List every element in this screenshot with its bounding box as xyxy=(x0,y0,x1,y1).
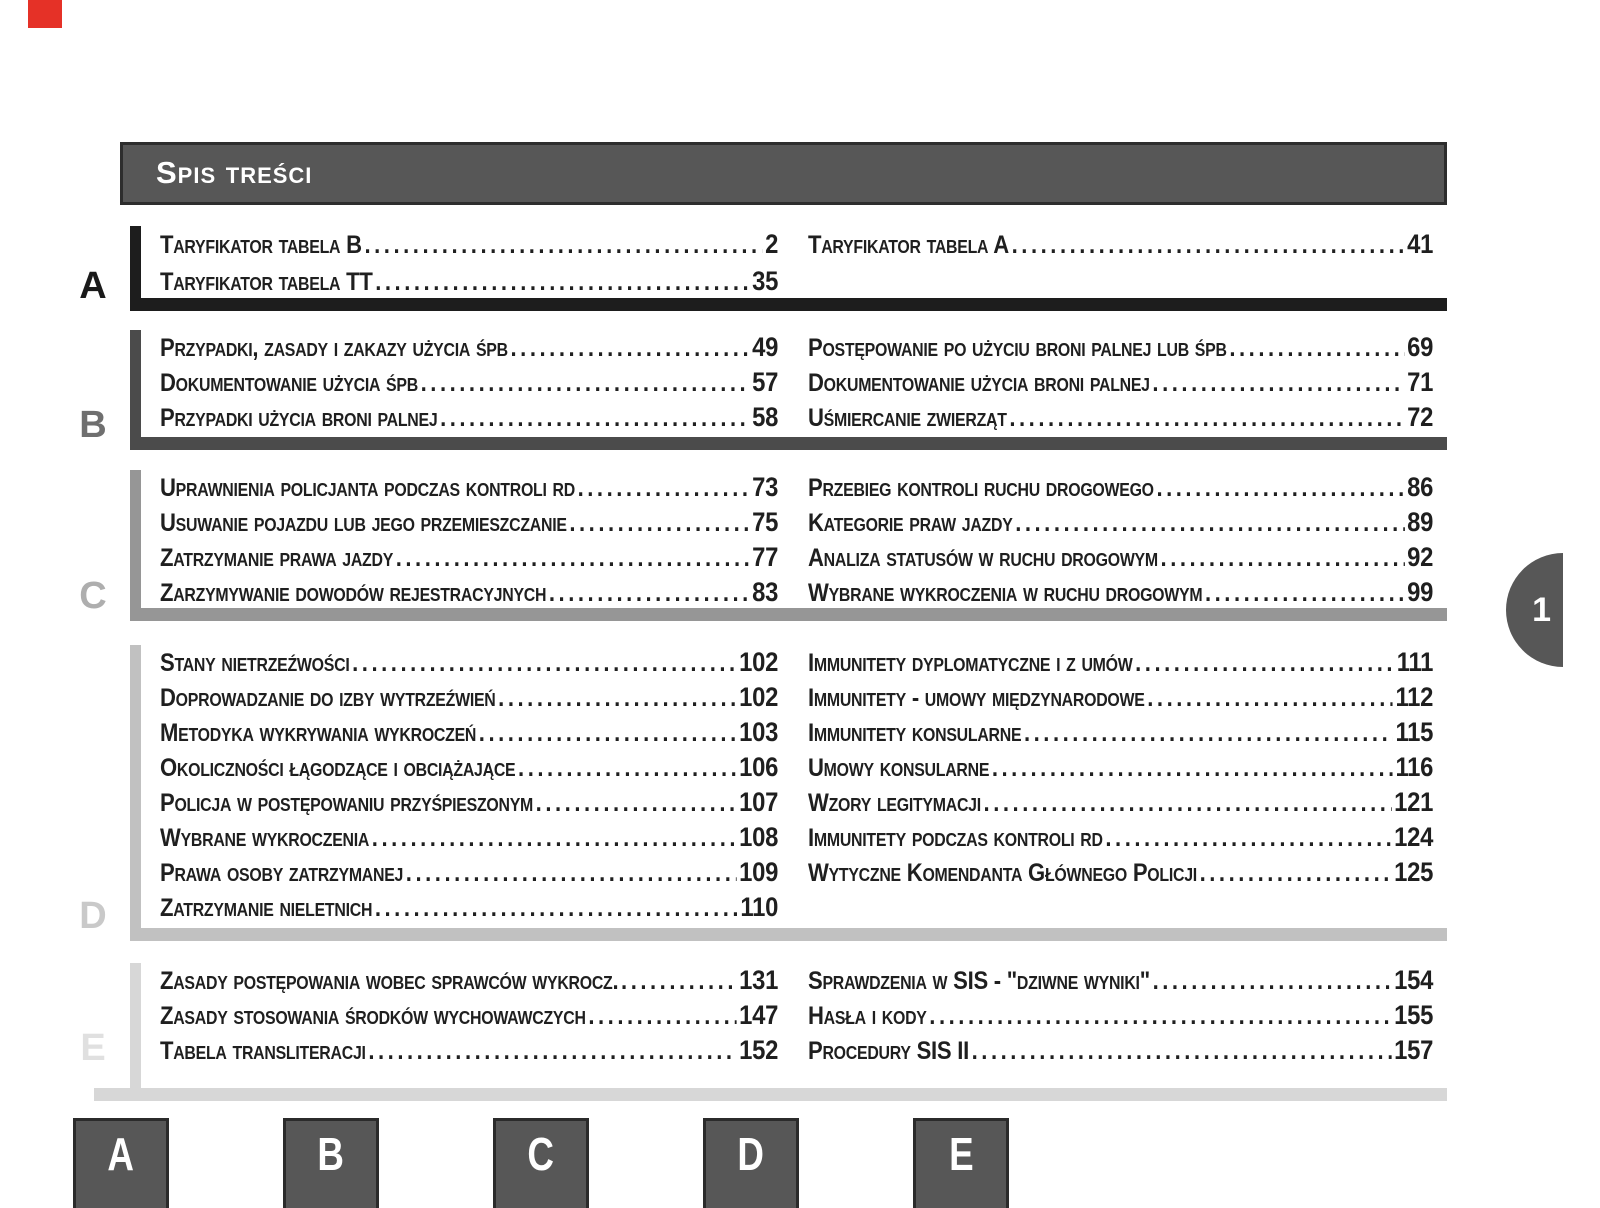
toc-entry-page: 147 xyxy=(739,1000,779,1030)
dot-leader xyxy=(479,716,737,751)
toc-entry[interactable] xyxy=(808,400,1433,435)
toc-entry[interactable] xyxy=(160,1033,778,1068)
dot-leader xyxy=(518,751,736,786)
dot-leader xyxy=(1105,821,1391,856)
toc-entry[interactable] xyxy=(808,855,1433,890)
toc-entry[interactable] xyxy=(160,750,778,785)
dot-leader xyxy=(1015,506,1404,541)
toc-entry-page: 155 xyxy=(1394,1000,1434,1030)
section-left-bar xyxy=(130,963,141,1101)
dot-leader xyxy=(992,751,1393,786)
dot-leader xyxy=(1161,541,1405,576)
dot-leader xyxy=(1024,716,1393,751)
toc-entry-label: Wzory legitymacji xyxy=(808,789,981,817)
toc-section-c xyxy=(79,470,1447,621)
toc-entry-page: 77 xyxy=(752,542,779,572)
toc-entry[interactable] xyxy=(160,226,778,263)
toc-entry-label: Zatrzymanie prawa jazdy xyxy=(160,544,394,572)
bottom-tab-label: E xyxy=(948,1128,974,1180)
section-left-bar xyxy=(130,645,141,941)
toc-entry-label: Taryfikator tabela A xyxy=(808,231,1009,259)
toc-header-bar xyxy=(120,142,1447,205)
toc-column-right xyxy=(808,963,1433,1068)
toc-entry-label: Prawa osoby zatrzymanej xyxy=(160,859,404,887)
bottom-tab-label: B xyxy=(317,1128,345,1180)
section-letter-c: C xyxy=(79,575,107,617)
toc-entry-label: Przypadki, zasady i zakazy użycia śpb xyxy=(160,334,508,362)
toc-entry-label: Immunitety dyplomatyczne i z umów xyxy=(808,649,1133,677)
toc-entry-label: Immunitety konsularne xyxy=(808,719,1022,747)
toc-entry[interactable] xyxy=(808,820,1433,855)
dot-leader xyxy=(440,401,749,436)
bottom-tab-label: C xyxy=(527,1128,555,1180)
toc-section-d xyxy=(79,645,1447,941)
toc-entry-page: 35 xyxy=(752,266,779,296)
bottom-tab-b[interactable] xyxy=(283,1118,379,1208)
toc-entry-label: Przypadki użycia broni palnej xyxy=(160,404,438,432)
toc-entry[interactable] xyxy=(160,820,778,855)
bottom-tab-e[interactable] xyxy=(913,1118,1009,1208)
page-edge-tab[interactable] xyxy=(1506,553,1563,667)
dot-leader xyxy=(352,646,736,681)
toc-entry[interactable] xyxy=(808,330,1433,365)
toc-entry-page: 111 xyxy=(1396,647,1434,677)
bottom-tab-label: A xyxy=(107,1128,135,1180)
toc-entry-label: Umowy konsularne xyxy=(808,754,990,782)
toc-entry-label: Zasady stosowania środków wychowawczych xyxy=(160,1002,586,1030)
toc-entry-page: 108 xyxy=(739,822,779,852)
toc-entry-page: 116 xyxy=(1395,752,1434,782)
toc-entry-label: Immunitety podczas kontroli rd xyxy=(808,824,1103,852)
toc-entry-page: 124 xyxy=(1394,822,1434,852)
bottom-tab-a[interactable] xyxy=(73,1118,169,1208)
toc-entry-page: 2 xyxy=(765,229,779,259)
toc-entry-label: Metodyka wykrywania wykroczeń xyxy=(160,719,477,747)
toc-section-a xyxy=(79,226,1447,311)
toc-entry-page: 112 xyxy=(1395,682,1434,712)
toc-entry-page: 102 xyxy=(739,647,779,677)
toc-entry-label: Okoliczności łągodzące i obciążające xyxy=(160,754,516,782)
dot-leader xyxy=(1009,401,1404,436)
section-letter-b: B xyxy=(79,404,107,446)
toc-entry-page: 83 xyxy=(752,577,779,607)
toc-entry-label: Stany nietrzeźwości xyxy=(160,649,350,677)
dot-leader xyxy=(578,471,750,506)
toc-entry-label: Tabela transliteracji xyxy=(160,1037,366,1065)
dot-leader xyxy=(1200,856,1392,891)
toc-entry[interactable] xyxy=(160,785,778,820)
toc-entry[interactable] xyxy=(808,575,1433,610)
toc-entry[interactable] xyxy=(808,226,1433,263)
toc-entry-page: 157 xyxy=(1394,1035,1434,1065)
toc-entry-page: 103 xyxy=(739,717,779,747)
toc-entry-label: Taryfikator tabela TT xyxy=(160,268,373,296)
toc-entry-page: 71 xyxy=(1407,367,1434,397)
dot-leader xyxy=(929,999,1391,1034)
toc-entry[interactable] xyxy=(808,998,1433,1033)
toc-entry[interactable] xyxy=(808,963,1433,998)
toc-entry-label: Dokumentowanie użycia śpb xyxy=(160,369,418,397)
dot-leader xyxy=(536,786,737,821)
toc-column-right xyxy=(808,470,1433,610)
dot-leader xyxy=(498,681,736,716)
toc-entry-label: Wybrane wykroczenia xyxy=(160,824,370,852)
toc-entry[interactable] xyxy=(160,963,778,998)
toc-entry-page: 152 xyxy=(739,1035,779,1065)
toc-entry-page: 102 xyxy=(739,682,779,712)
toc-column-left xyxy=(160,645,778,925)
toc-entry-page: 89 xyxy=(1407,507,1434,537)
dot-leader xyxy=(1135,646,1394,681)
toc-entry-label: Sprawdzenia w SIS - "dziwne wyniki" xyxy=(808,967,1150,995)
toc-entry-page: 86 xyxy=(1407,472,1434,502)
toc-entry-page: 73 xyxy=(752,472,779,502)
toc-entry-page: 154 xyxy=(1394,965,1434,995)
toc-entry[interactable] xyxy=(808,715,1433,750)
toc-entry-page: 131 xyxy=(739,965,779,995)
toc-column-left xyxy=(160,470,778,610)
bottom-tab-c[interactable] xyxy=(493,1118,589,1208)
section-left-bar xyxy=(130,470,141,621)
red-corner-mark xyxy=(28,0,62,28)
toc-entry[interactable] xyxy=(160,715,778,750)
toc-entry[interactable] xyxy=(808,470,1433,505)
toc-entry[interactable] xyxy=(808,750,1433,785)
toc-entry-label: Uprawnienia policjanta podczas kontroli rd xyxy=(160,474,575,502)
toc-entry[interactable] xyxy=(160,998,778,1033)
toc-entry[interactable] xyxy=(160,470,778,505)
toc-entry-label: Usuwanie pojazdu lub jego przemieszczanie xyxy=(160,509,567,537)
toc-entry-label: Doprowadzanie do izby wytrzeźwień xyxy=(160,684,496,712)
dot-leader xyxy=(510,331,749,366)
toc-entry-page: 57 xyxy=(752,367,779,397)
dot-leader xyxy=(588,999,736,1034)
toc-entry[interactable] xyxy=(808,645,1433,680)
toc-entry[interactable] xyxy=(160,365,778,400)
dot-leader xyxy=(569,506,749,541)
dot-leader xyxy=(372,821,737,856)
dot-leader xyxy=(406,856,737,891)
toc-entry-page: 125 xyxy=(1394,857,1434,887)
toc-entry[interactable] xyxy=(160,855,778,890)
toc-column-left xyxy=(160,330,778,435)
dot-leader xyxy=(421,366,750,401)
toc-entry-label: Wytyczne Komendanta Głównego Policji xyxy=(808,859,1197,887)
section-bottom-bar xyxy=(130,437,1447,450)
toc-entry-label: Kategorie praw jazdy xyxy=(808,509,1013,537)
toc-entry-label: Przebieg kontroli ruchu drogowego xyxy=(808,474,1154,502)
toc-entry[interactable] xyxy=(160,330,778,365)
toc-entry-page: 49 xyxy=(752,332,779,362)
toc-entry[interactable] xyxy=(160,680,778,715)
toc-entry-label: Postępowanie po użyciu broni palnej lub śpb xyxy=(808,334,1227,362)
toc-entry-label: Taryfikator tabela B xyxy=(160,231,362,259)
toc-entry-label: Procedury SIS II xyxy=(808,1037,969,1065)
toc-entry-page: 72 xyxy=(1407,402,1434,432)
dot-leader xyxy=(364,227,762,264)
toc-section-e xyxy=(80,963,1447,1101)
toc-column-right xyxy=(808,645,1433,890)
dot-leader xyxy=(1156,471,1404,506)
section-bottom-bar xyxy=(94,1088,1447,1101)
toc-entry-page: 115 xyxy=(1395,717,1434,747)
toc-entry-label: Wybrane wykroczenia w ruchu drogowym xyxy=(808,579,1203,607)
toc-entry[interactable] xyxy=(808,505,1433,540)
toc-entry-label: Dokumentowanie użycia broni palnej xyxy=(808,369,1150,397)
section-letter-a: A xyxy=(79,265,107,307)
toc-entry[interactable] xyxy=(808,680,1433,715)
dot-leader xyxy=(972,1034,1392,1069)
toc-entry-label: Uśmiercanie zwierząt xyxy=(808,404,1007,432)
page-title: Spis treści xyxy=(156,155,313,190)
toc-entry-label: Zarzymywanie dowodów rejestracyjnych xyxy=(160,579,547,607)
dot-leader xyxy=(1152,366,1404,401)
dot-leader xyxy=(1012,227,1405,264)
dot-leader xyxy=(368,1034,736,1069)
toc-entry[interactable] xyxy=(808,365,1433,400)
toc-entry[interactable] xyxy=(160,505,778,540)
toc-entry[interactable] xyxy=(160,890,778,925)
toc-entry-label: Policja w postępowaniu przyśpieszonym xyxy=(160,789,534,817)
toc-entry-page: 107 xyxy=(739,787,779,817)
dot-leader xyxy=(549,576,750,611)
toc-entry-page: 92 xyxy=(1407,542,1434,572)
toc-entry[interactable] xyxy=(808,1033,1433,1068)
dot-leader xyxy=(1205,576,1405,611)
bottom-tab-d[interactable] xyxy=(703,1118,799,1208)
toc-entry-page: 41 xyxy=(1407,229,1434,259)
toc-entry-label: Zasady postępowania wobec sprawców wykrocz. xyxy=(160,967,619,995)
toc-column-right xyxy=(808,330,1433,435)
section-letter-d: D xyxy=(79,895,107,937)
dot-leader xyxy=(984,786,1392,821)
toc-entry[interactable] xyxy=(160,645,778,680)
toc-column-left xyxy=(160,226,778,300)
dot-leader xyxy=(375,264,749,301)
section-left-bar xyxy=(130,330,141,450)
toc-entry-page: 110 xyxy=(740,892,779,922)
toc-column-left xyxy=(160,963,778,1068)
dot-leader xyxy=(1147,681,1393,716)
dot-leader xyxy=(375,891,738,926)
toc-entry-label: Hasła i kody xyxy=(808,1002,927,1030)
toc-entry-label: Analiza statusów w ruchu drogowym xyxy=(808,544,1158,572)
toc-entry[interactable] xyxy=(160,575,778,610)
dot-leader xyxy=(1229,331,1404,366)
dot-leader xyxy=(1153,964,1392,999)
toc-entry[interactable] xyxy=(160,540,778,575)
toc-entry-label: Immunitety - umowy międzynarodowe xyxy=(808,684,1145,712)
bottom-tab-label: D xyxy=(737,1128,765,1180)
dot-leader xyxy=(396,541,750,576)
toc-entry-page: 109 xyxy=(739,857,779,887)
toc-entry-page: 69 xyxy=(1407,332,1434,362)
toc-entry[interactable] xyxy=(808,785,1433,820)
edge-tab-number: 1 xyxy=(1532,591,1551,629)
section-letter-e: E xyxy=(80,1027,106,1069)
toc-section-b xyxy=(79,330,1447,450)
toc-entry-label: Zatrzymanie nieletnich xyxy=(160,894,373,922)
toc-entry[interactable] xyxy=(160,400,778,435)
toc-entry-page: 99 xyxy=(1407,577,1434,607)
toc-column-right xyxy=(808,226,1433,263)
toc-entry-page: 75 xyxy=(752,507,779,537)
dot-leader xyxy=(621,964,736,999)
toc-entry-page: 121 xyxy=(1394,787,1434,817)
toc-entry[interactable] xyxy=(808,540,1433,575)
toc-entry-page: 58 xyxy=(752,402,779,432)
section-bottom-bar xyxy=(130,928,1447,941)
toc-entry[interactable] xyxy=(160,263,778,300)
toc-entry-page: 106 xyxy=(739,752,779,782)
